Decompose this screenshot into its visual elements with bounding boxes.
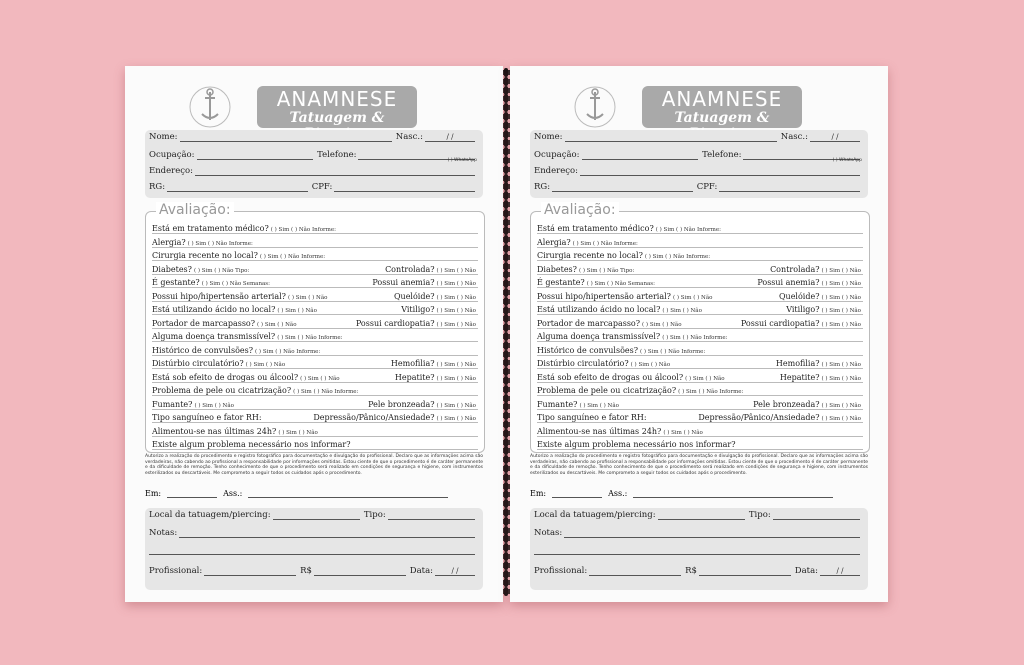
type-field[interactable] [388, 511, 475, 520]
question-label-right: Possui cardiopatia? [355, 318, 435, 328]
question-options[interactable]: ( ) Sim ( ) Não [630, 362, 671, 368]
cpf-field[interactable] [334, 183, 475, 192]
question-label-right: Quelóide? [393, 291, 435, 301]
id-row [149, 182, 479, 192]
question-options[interactable]: ( ) Sim ( ) Não Informe: [640, 348, 706, 355]
form-page-left [125, 66, 503, 602]
question-label: Está utilizando ácido no local? [152, 305, 276, 314]
question-label: Alimentou-se nas últimas 24h? [537, 426, 662, 436]
question-label: Tipo sanguíneo e fator RH: [152, 413, 262, 422]
question-options[interactable]: ( ) Sim ( ) Não [277, 308, 317, 314]
price-label: R$ [685, 566, 697, 576]
question-options-right[interactable]: ( ) Sim ( ) Não [436, 308, 476, 314]
question-options[interactable]: ( ) Sim ( ) Não [672, 294, 713, 301]
evaluation-question [537, 220, 863, 234]
location-field[interactable] [273, 511, 360, 520]
evaluation-section [530, 202, 870, 453]
question-options-right[interactable]: ( ) Sim ( ) Não [821, 281, 861, 287]
question-label: Tipo sanguíneo e fator RH: [537, 413, 647, 422]
occupation-label: Ocupação: [534, 150, 580, 160]
evaluation-question [152, 220, 478, 234]
evaluation-title: Avaliação: [541, 202, 619, 218]
question-label-right: Possui anemia? [757, 278, 820, 287]
price-field[interactable] [699, 567, 791, 576]
name-label: Nome: [534, 132, 563, 142]
evaluation-question [537, 396, 863, 410]
rg-label: RG: [534, 182, 551, 192]
evaluation-question [537, 355, 863, 369]
question-label: Está sob efeito de drogas ou álcool? [152, 372, 299, 382]
question-options[interactable]: ( ) Sim ( ) Não [662, 308, 702, 314]
evaluation-question [537, 328, 863, 342]
question-options-right[interactable]: ( ) Sim ( ) Não [436, 402, 476, 409]
evaluation-question [537, 342, 863, 356]
rg-field[interactable] [167, 183, 308, 192]
whatsapp-checkbox[interactable]: ( ) WhatsApp [447, 158, 477, 163]
ass-label: Ass.: [608, 489, 628, 498]
question-label: Existe algum problema necessário nos informar? [537, 440, 736, 449]
anchor-crest-icon [187, 84, 233, 130]
question-options[interactable]: ( ) Sim ( ) Não Tipo: [578, 267, 635, 274]
evaluation-question [152, 423, 478, 437]
evaluation-question [537, 234, 863, 248]
evaluation-question [537, 247, 863, 261]
question-options[interactable]: ( ) Sim ( ) Não Informe: [277, 335, 343, 341]
question-options[interactable]: ( ) Sim ( ) Não [579, 402, 619, 409]
question-label: Cirurgia recente no local? [537, 251, 643, 260]
id-row [534, 182, 864, 192]
evaluation-question [537, 274, 863, 288]
em-field[interactable] [167, 489, 217, 498]
form-title: ANAMNESE [276, 87, 398, 111]
name-label: Nome: [149, 132, 178, 142]
question-label-right: Controlada? [385, 264, 435, 274]
question-label-right: Depressão/Pânico/Ansiedade? [313, 413, 435, 422]
question-label: Está utilizando ácido no local? [537, 305, 661, 314]
question-options-right[interactable]: ( ) Sim ( ) Não [821, 375, 861, 382]
evaluation-question [537, 261, 863, 275]
date-label: Data: [794, 566, 818, 576]
evaluation-question [152, 261, 478, 275]
evaluation-question [537, 423, 863, 437]
question-label-right: Hemofilia? [390, 359, 435, 368]
question-label-right: Depressão/Pânico/Ansiedade? [698, 413, 820, 422]
question-label: Fumante? [537, 399, 578, 409]
question-label: Fumante? [152, 399, 193, 409]
location-label: Local da tatuagem/piercing: [534, 510, 656, 520]
question-label: Distúrbio circulatório? [152, 359, 244, 368]
anchor-crest-icon [572, 84, 618, 130]
question-label: Diabetes? [537, 264, 577, 274]
question-label: Está em tratamento médico? [152, 224, 269, 233]
birth-label: Nasc.: [395, 132, 423, 142]
form-subtitle: Tatuagem & [674, 110, 770, 126]
question-options[interactable]: ( ) Sim ( ) Não Informe: [662, 335, 728, 341]
name-row [149, 132, 479, 142]
occupation-field[interactable] [197, 151, 314, 160]
notes-field[interactable] [564, 529, 860, 538]
address-label: Endereço: [534, 166, 578, 176]
notes-row [149, 528, 479, 538]
evaluation-question [152, 234, 478, 248]
address-label: Endereço: [149, 166, 193, 176]
consent-text: Autorizo a realização do procedimento e registro fotográfico para documentação e divulgação do profissional. Declaro que as informações acima são verdadeiras, não cabendo ao profissional a responsabilidade por informações omitidas. Estou ciente de que o procedimento é de caráter permanente e da dificuldade de remoção. Tenho conhecimento de que o procedimento será realizado em condições de segurança e higiene, com instrumentos esterilizados ou descartáveis. Me comprometo a seguir todos os cuidados após o procedimento. [145, 454, 483, 476]
date-field[interactable]: / / [435, 567, 475, 576]
evaluation-question [152, 328, 478, 342]
evaluation-question [152, 382, 478, 396]
question-options[interactable]: ( ) Sim ( ) Não [300, 375, 340, 382]
question-options-right[interactable]: ( ) Sim ( ) Não [821, 362, 861, 368]
evaluation-question [537, 301, 863, 315]
notes-row [534, 528, 864, 538]
signature-row [145, 489, 483, 498]
question-options[interactable]: ( ) Sim ( ) Não [278, 429, 318, 436]
question-label: É gestante? [152, 278, 200, 287]
evaluation-title: Avaliação: [156, 202, 234, 218]
question-options-right[interactable]: ( ) Sim ( ) Não [821, 294, 861, 301]
question-options[interactable]: ( ) Sim ( ) Não [642, 321, 682, 328]
question-options[interactable]: ( ) Sim ( ) Não [257, 321, 297, 328]
professional-field[interactable] [204, 567, 296, 576]
question-options-right[interactable]: ( ) Sim ( ) Não [436, 375, 476, 382]
evaluation-question [152, 342, 478, 356]
question-label: Alergia? [537, 237, 571, 247]
location-field[interactable] [658, 511, 745, 520]
name-row [534, 132, 864, 142]
procedure-box [145, 508, 483, 590]
question-options-right[interactable]: ( ) Sim ( ) Não [821, 402, 861, 409]
question-label: Possui hipo/hipertensão arterial? [152, 291, 286, 301]
question-label: Histórico de convulsões? [152, 345, 254, 355]
professional-row [149, 566, 479, 576]
cpf-label: CPF: [311, 182, 333, 192]
professional-field[interactable] [589, 567, 681, 576]
date-label: Data: [409, 566, 433, 576]
type-field[interactable] [773, 511, 860, 520]
question-label: Cirurgia recente no local? [152, 251, 258, 260]
question-label: Possui hipo/hipertensão arterial? [537, 291, 671, 301]
location-label: Local da tatuagem/piercing: [149, 510, 271, 520]
question-label: Alguma doença transmissível? [152, 332, 276, 341]
question-options-right[interactable]: ( ) Sim ( ) Não [436, 321, 476, 328]
question-options[interactable]: ( ) Sim ( ) Não Tipo: [193, 267, 250, 274]
question-label: Distúrbio circulatório? [537, 359, 629, 368]
cpf-label: CPF: [696, 182, 718, 192]
question-label: Portador de marcapasso? [152, 318, 256, 328]
evaluation-question [152, 355, 478, 369]
evaluation-question [537, 369, 863, 383]
question-options[interactable]: ( ) Sim ( ) Não Semanas: [586, 281, 655, 287]
question-options[interactable]: ( ) Sim ( ) Não Informe: [678, 389, 744, 395]
evaluation-section [145, 202, 485, 453]
evaluation-question [152, 369, 478, 383]
question-label-right: Possui anemia? [372, 278, 435, 287]
evaluation-question [152, 288, 478, 302]
address-field[interactable] [580, 167, 860, 176]
notes-row-2 [534, 546, 864, 555]
personal-info-box [145, 130, 483, 198]
birth-field[interactable]: / / [810, 133, 860, 142]
question-options-right[interactable]: ( ) Sim ( ) Não [821, 416, 861, 422]
birth-field[interactable]: / / [425, 133, 475, 142]
question-options[interactable]: ( ) Sim ( ) Não Informe: [259, 254, 326, 260]
question-options[interactable]: ( ) Sim ( ) Não [685, 375, 725, 382]
evaluation-question [537, 288, 863, 302]
question-label-right: Quelóide? [778, 291, 820, 301]
professional-label: Profissional: [149, 566, 203, 576]
evaluation-question [152, 247, 478, 261]
procedure-box [530, 508, 868, 590]
question-label-right: Vitiligo? [401, 305, 435, 314]
phone-label: Telefone: [702, 150, 742, 160]
signature-field[interactable] [633, 489, 833, 498]
date-field[interactable]: / / [820, 567, 860, 576]
occupation-field[interactable] [582, 151, 699, 160]
question-label: Problema de pele ou cicatrização? [152, 386, 292, 395]
notes-field-2[interactable] [534, 546, 860, 555]
evaluation-question [537, 382, 863, 396]
name-field[interactable] [180, 133, 392, 142]
question-options-right[interactable]: ( ) Sim ( ) Não [436, 362, 476, 368]
question-options[interactable]: ( ) Sim ( ) Não [287, 294, 328, 301]
question-options-right[interactable]: ( ) Sim ( ) Não [436, 267, 476, 274]
title-banner [257, 86, 417, 128]
question-label-right: Hemofilia? [775, 359, 820, 368]
question-options-right[interactable]: ( ) Sim ( ) Não [436, 294, 476, 301]
rg-field[interactable] [552, 183, 693, 192]
evaluation-question [152, 436, 478, 450]
evaluation-question [152, 315, 478, 329]
question-label-right: Vitiligo? [786, 305, 820, 314]
ass-label: Ass.: [223, 489, 243, 498]
location-row [534, 510, 864, 520]
title-banner [642, 86, 802, 128]
form-title: ANAMNESE [661, 87, 783, 111]
evaluation-question [537, 315, 863, 329]
question-options[interactable]: ( ) Sim ( ) Não Informe: [293, 389, 359, 395]
question-label: Está em tratamento médico? [537, 224, 654, 233]
question-options[interactable]: ( ) Sim ( ) Não [194, 402, 234, 409]
question-options[interactable]: ( ) Sim ( ) Não Informe: [572, 240, 638, 247]
birth-label: Nasc.: [780, 132, 808, 142]
evaluation-question [152, 274, 478, 288]
question-label: Histórico de convulsões? [537, 345, 639, 355]
question-label-right: Pele bronzeada? [368, 399, 435, 409]
question-label: Existe algum problema necessário nos informar? [152, 440, 351, 449]
question-label: Alergia? [152, 237, 186, 247]
question-options[interactable]: ( ) Sim ( ) Não Informe: [270, 227, 336, 233]
notes-row-2 [149, 546, 479, 555]
rg-label: RG: [149, 182, 166, 192]
form-page-right [510, 66, 888, 602]
question-label: Está sob efeito de drogas ou álcool? [537, 372, 684, 382]
phone-label: Telefone: [317, 150, 357, 160]
signature-field[interactable] [248, 489, 448, 498]
notes-field[interactable] [179, 529, 475, 538]
question-options[interactable]: ( ) Sim ( ) Não Informe: [644, 254, 711, 260]
question-label: Diabetes? [152, 264, 192, 274]
question-label: Portador de marcapasso? [537, 318, 641, 328]
occupation-label: Ocupação: [149, 150, 195, 160]
question-options[interactable]: ( ) Sim ( ) Não Informe: [655, 227, 721, 233]
address-row [149, 166, 479, 176]
question-label: Alguma doença transmissível? [537, 332, 661, 341]
personal-info-box [530, 130, 868, 198]
question-options-right[interactable]: ( ) Sim ( ) Não [436, 281, 476, 287]
evaluation-question [152, 301, 478, 315]
cpf-field[interactable] [719, 183, 860, 192]
price-field[interactable] [314, 567, 406, 576]
whatsapp-checkbox[interactable]: ( ) WhatsApp [832, 158, 862, 163]
evaluation-question [537, 436, 863, 450]
question-label-right: Possui cardiopatia? [740, 318, 820, 328]
question-label-right: Hepatite? [779, 372, 820, 382]
question-options[interactable]: ( ) Sim ( ) Não [245, 362, 286, 368]
location-row [149, 510, 479, 520]
evaluation-question [152, 396, 478, 410]
question-options[interactable]: ( ) Sim ( ) Não [663, 429, 703, 436]
question-options[interactable]: ( ) Sim ( ) Não Informe: [255, 348, 321, 355]
notes-label: Notas: [149, 528, 178, 538]
notes-label: Notas: [534, 528, 563, 538]
question-label-right: Controlada? [770, 264, 820, 274]
evaluation-question [537, 409, 863, 423]
question-options-right[interactable]: ( ) Sim ( ) Não [821, 321, 861, 328]
type-label: Tipo: [748, 510, 771, 520]
question-label: Alimentou-se nas últimas 24h? [152, 426, 277, 436]
professional-row [534, 566, 864, 576]
question-options[interactable]: ( ) Sim ( ) Não Informe: [187, 240, 253, 247]
question-options[interactable]: ( ) Sim ( ) Não Semanas: [201, 281, 270, 287]
question-label-right: Hepatite? [394, 372, 435, 382]
em-label: Em: [145, 489, 162, 498]
occupation-row [149, 150, 479, 160]
em-field[interactable] [552, 489, 602, 498]
question-options-right[interactable]: ( ) Sim ( ) Não [821, 308, 861, 314]
question-options-right[interactable]: ( ) Sim ( ) Não [436, 416, 476, 422]
professional-label: Profissional: [534, 566, 588, 576]
em-label: Em: [530, 489, 547, 498]
address-row [534, 166, 864, 176]
occupation-row [534, 150, 864, 160]
question-label-right: Pele bronzeada? [753, 399, 820, 409]
price-label: R$ [300, 566, 312, 576]
type-label: Tipo: [363, 510, 386, 520]
notes-field-2[interactable] [149, 546, 475, 555]
question-options-right[interactable]: ( ) Sim ( ) Não [821, 267, 861, 274]
name-field[interactable] [565, 133, 777, 142]
address-field[interactable] [195, 167, 475, 176]
consent-text: Autorizo a realização do procedimento e registro fotográfico para documentação e divulgação do profissional. Declaro que as informações acima são verdadeiras, não cabendo ao profissional a responsabilidade por informações omitidas. Estou ciente de que o procedimento é de caráter permanente e da dificuldade de remoção. Tenho conhecimento de que o procedimento será realizado em condições de segurança e higiene, com instrumentos esterilizados ou descartáveis. Me comprometo a seguir todos os cuidados após o procedimento. [530, 454, 868, 476]
form-subtitle: Tatuagem & [289, 110, 385, 126]
question-label: Problema de pele ou cicatrização? [537, 386, 677, 395]
question-label: É gestante? [537, 278, 585, 287]
evaluation-question [152, 409, 478, 423]
signature-row [530, 489, 868, 498]
